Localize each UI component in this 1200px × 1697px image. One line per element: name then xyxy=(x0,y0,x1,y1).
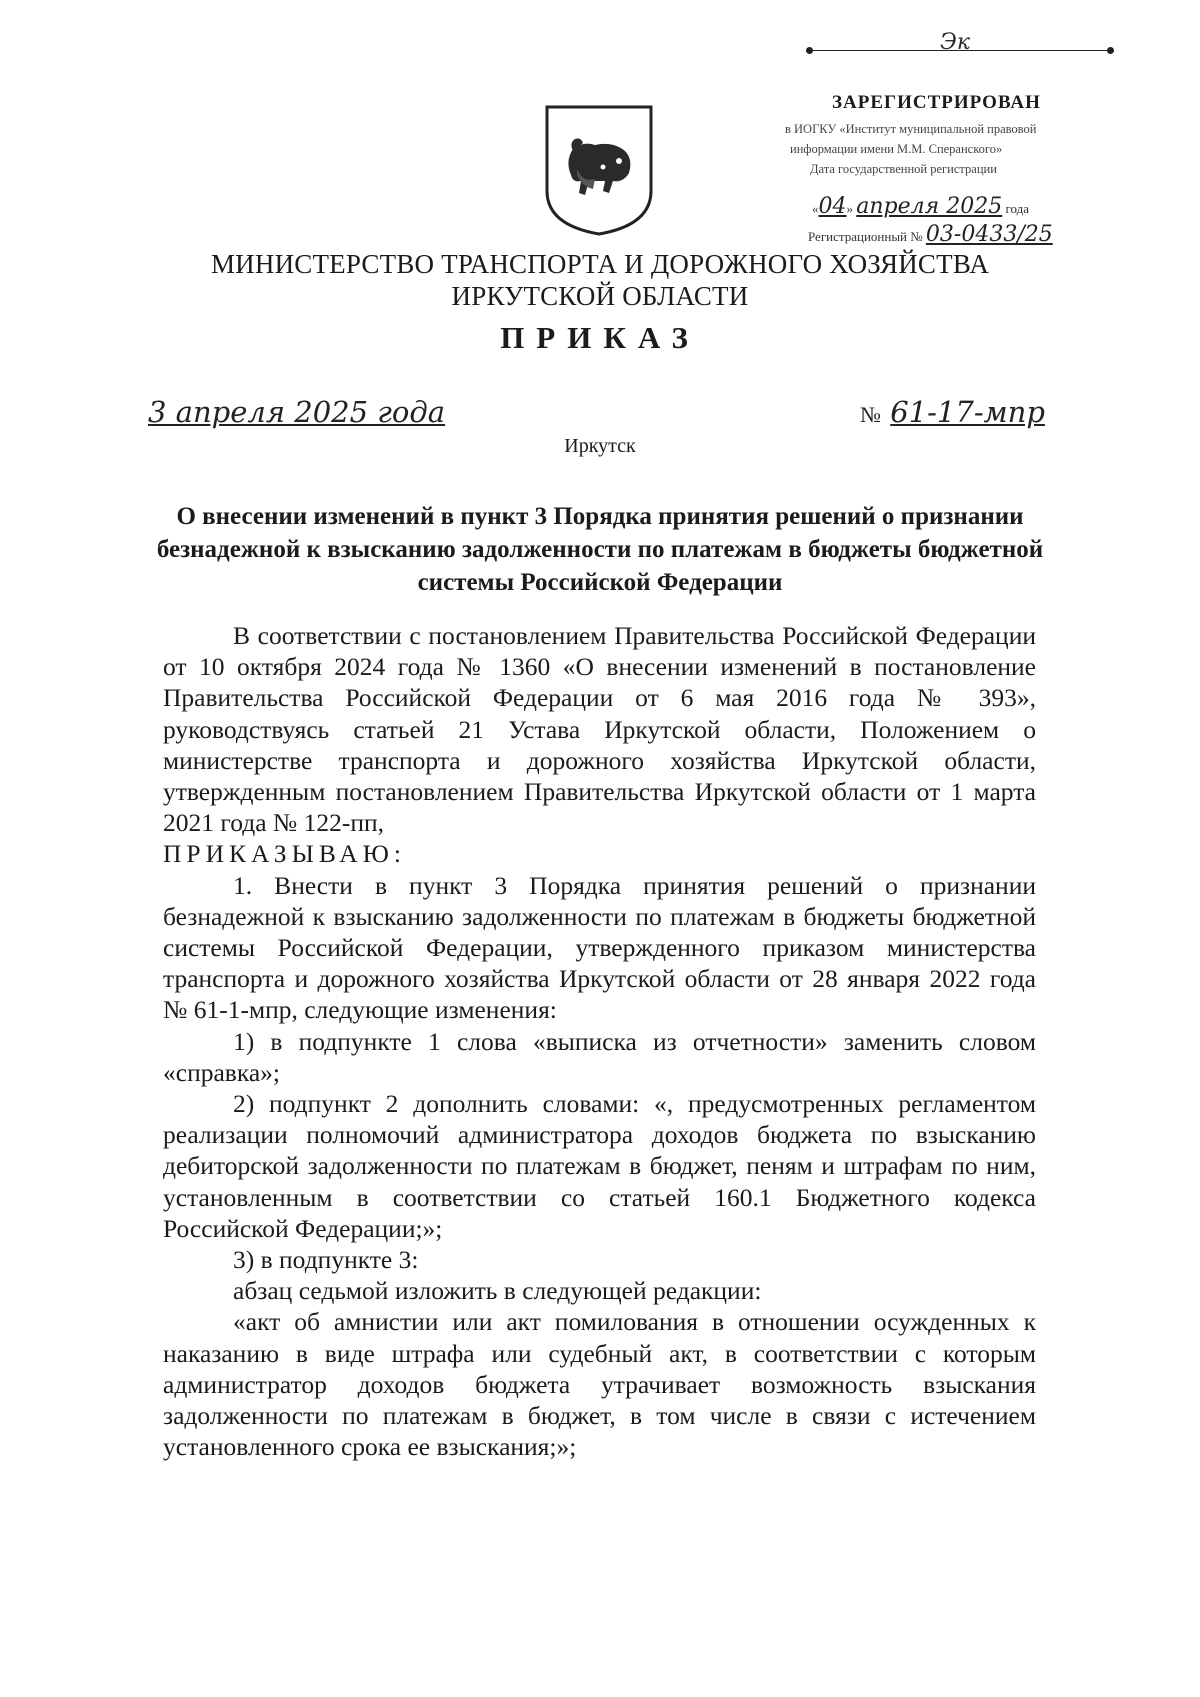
registrar-signature: Эк xyxy=(940,30,970,55)
order-number: № 61-17-мпр xyxy=(860,395,1045,429)
registration-number-value: 03-0433/25 xyxy=(925,222,1053,247)
item-1-paragraph: 1. Внести в пункт 3 Порядка принятия решений о признании безнадежной к взысканию задолженности по платежам в бюджеты бюджетной системы Российской Федерации, утвержденного приказом министерства транспорта и дорожного хозяйства Иркутской области от 28 января 2022 года № 61-1-мпр, следующие изменения: xyxy=(163,870,1036,1025)
order-number-value: 61-17-мпр xyxy=(890,395,1045,429)
document-type: ПРИКАЗ xyxy=(500,320,700,355)
registration-date: «04» апреля 2025 года xyxy=(812,194,1029,219)
order-subject: О внесении изменений в пункт 3 Порядка принятия решений о признании безнадежной к взысканию задолженности по платежам в бюджеты бюджетной системы Российской Федерации xyxy=(156,503,1044,596)
subitem-1-paragraph: 1) в подпункте 1 слова «выписка из отчетности» заменить словом «справка»; xyxy=(163,1026,1036,1087)
subitem-3-clause-a: абзац седьмой изложить в следующей редакции: xyxy=(233,1276,762,1306)
registration-number: Регистрационный № 03-0433/25 xyxy=(808,222,1053,247)
order-city: Иркутск xyxy=(564,435,636,457)
preamble-paragraph: В соответствии с постановлением Правительства Российской Федерации от 10 октября 2024 года № 1360 «О внесении изменений в постановление Правительства Российской Федерации от 6 мая 2016 года № 393», руководствуясь статьей 21 Устава Иркутской области, Положением о министерстве транспорта и дорожного хозяйства Иркутской области, утвержденным постановлением Правительства Иркутской области от 1 марта 2021 года № 122-пп, xyxy=(163,621,1036,838)
order-date: 3 апреля 2025 года xyxy=(148,395,446,429)
irkutsk-coat-of-arms-icon xyxy=(543,103,655,237)
registration-institute-line1: в ИОГКУ «Институт муниципальной правовой xyxy=(785,122,1037,136)
subitem-3-clause-b: «акт об амнистии или акт помилования в отношении осужденных к наказанию в виде штрафа или судебный акт, в соответствии с которым администратор доходов бюджета утрачивает возможность взыскания задолженности по платежам в бюджет, в том числе в связи с истечением установленного срока ее взыскания;»; xyxy=(163,1307,1036,1462)
ministry-name-line2: ИРКУТСКОЙ ОБЛАСТИ xyxy=(451,281,749,311)
registration-month-year: апреля 2025 xyxy=(856,194,1003,219)
ministry-name-line1: МИНИСТЕРСТВО ТРАНСПОРТА И ДОРОЖНОГО ХОЗЯЙСТВА xyxy=(210,249,990,279)
order-directive: ПРИКАЗЫВАЮ: xyxy=(163,839,406,869)
registration-institute-line2: информации имени М.М. Сперанского» xyxy=(790,142,1003,156)
subitem-3-paragraph: 3) в подпункте 3: xyxy=(233,1245,419,1275)
subitem-2-paragraph: 2) подпункт 2 дополнить словами: «, предусмотренных регламентом реализации полномочий администратора доходов бюджета по взысканию дебиторской задолженности по платежам в бюджет, пеням и штрафам по ним, установленным в соответствии со статьей 160.1 Бюджетного кодекса Российской Федерации;»; xyxy=(163,1089,1036,1243)
registration-date-label: Дата государственной регистрации xyxy=(810,162,997,176)
registration-day: 04 xyxy=(818,194,847,219)
order-body xyxy=(163,620,1036,1462)
registration-title: ЗАРЕГИСТРИРОВАН xyxy=(832,92,1041,113)
